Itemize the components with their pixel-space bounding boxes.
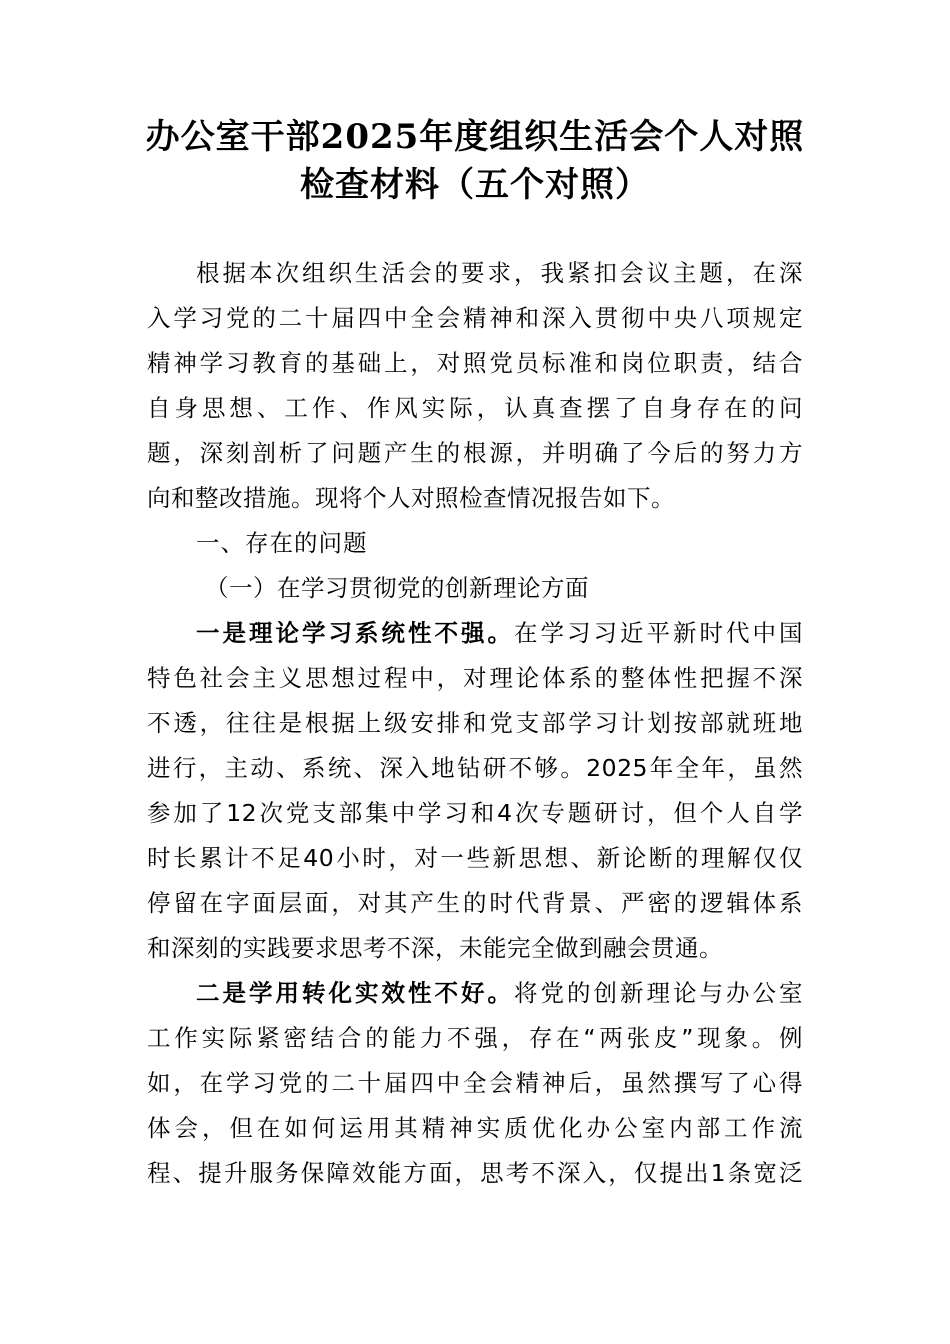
- point-2-line: 体会，但在如何运用其精神实质优化办公室内部工作流: [147, 1114, 803, 1142]
- point-1-text: 在学习习近平新时代中国: [514, 619, 803, 647]
- point-2-text: 将党的创新理论与办公室: [514, 979, 803, 1007]
- point-1-line: 停留在字面层面，对其产生的时代背景、严密的逻辑体系: [147, 889, 803, 917]
- intro-paragraph-line: 根据本次组织生活会的要求，我紧扣会议主题，在深: [196, 259, 803, 287]
- point-1-first-line: [196, 618, 803, 648]
- point-1-line: 不透，往往是根据上级安排和党支部学习计划按部就班地: [147, 709, 803, 737]
- intro-paragraph-line: 入学习党的二十届四中全会精神和深入贯彻中央八项规定: [147, 304, 803, 332]
- document-title-line-1: 办公室干部2025年度组织生活会个人对照: [145, 117, 805, 157]
- intro-paragraph-line: 向和整改措施。现将个人对照检查情况报告如下。: [147, 484, 675, 512]
- subsection-heading: （一）在学习贯彻党的创新理论方面: [205, 574, 589, 602]
- point-1-lead: 一是理论学习系统性不强。: [196, 619, 514, 647]
- point-1-line: 进行，主动、系统、深入地钻研不够。2025年全年，虽然: [147, 754, 803, 782]
- point-2-line: 工作实际紧密结合的能力不强，存在“两张皮”现象。例: [147, 1024, 803, 1052]
- point-2-line: 程、提升服务保障效能方面，思考不深入，仅提出1条宽泛: [147, 1159, 803, 1187]
- section-heading: 一、存在的问题: [196, 529, 368, 557]
- intro-paragraph-line: 精神学习教育的基础上，对照党员标准和岗位职责，结合: [147, 349, 803, 377]
- intro-paragraph-line: 自身思想、工作、作风实际，认真查摆了自身存在的问: [147, 394, 803, 422]
- point-2-first-line: [196, 978, 803, 1008]
- point-1-line: 参加了12次党支部集中学习和4次专题研讨，但个人自学: [147, 799, 803, 827]
- point-1-line: 特色社会主义思想过程中，对理论体系的整体性把握不深: [147, 664, 803, 692]
- document-title-line-2: 检查材料（五个对照）: [300, 165, 650, 205]
- point-2-lead: 二是学用转化实效性不好。: [196, 979, 514, 1007]
- point-1-line: 和深刻的实践要求思考不深，未能完全做到融会贯通。: [147, 934, 723, 962]
- point-2-line: 如，在学习党的二十届四中全会精神后，虽然撰写了心得: [147, 1069, 803, 1097]
- point-1-line: 时长累计不足40小时，对一些新思想、新论断的理解仅仅: [147, 844, 803, 872]
- intro-paragraph-line: 题，深刻剖析了问题产生的根源，并明确了今后的努力方: [147, 439, 803, 467]
